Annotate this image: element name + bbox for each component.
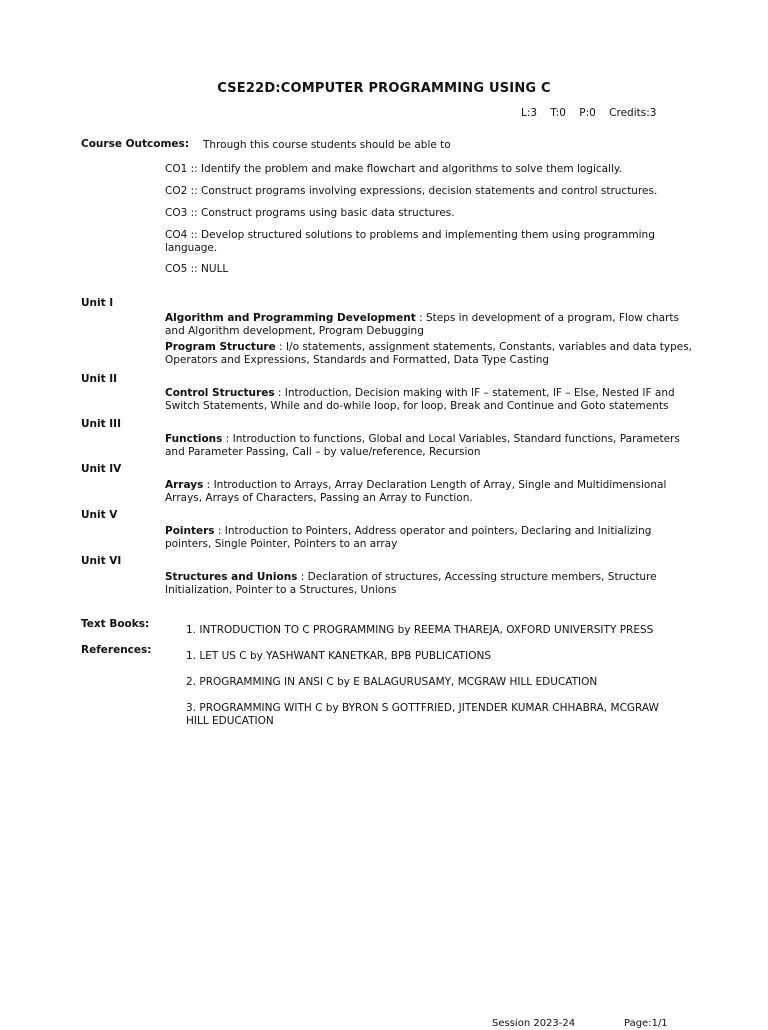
- practical-hours: P:0: [579, 107, 596, 119]
- topic-body: Declaration of structures, Accessing structure members, Structure Initialization, Pointer to a Structures, Unions: [165, 571, 657, 596]
- page-number: Page:1/1: [624, 1018, 668, 1029]
- unit-topic: Algorithm and Programming Development : Steps in development of a program, Flow charts and Algorithm development, Program Debugging: [165, 312, 679, 337]
- credits: Credits:3: [609, 107, 657, 119]
- course-outcome-item: CO2 :: Construct programs involving expressions, decision statements and control structures.: [165, 185, 658, 197]
- tutorial-hours: T:0: [550, 107, 566, 119]
- session-label: Session 2023-24: [492, 1018, 576, 1029]
- topic-heading: Functions: [165, 433, 223, 445]
- reference-item: 1. LET US C by YASHWANT KANETKAR, BPB PUBLICATIONS: [186, 650, 491, 662]
- unit-label: Unit V: [81, 509, 118, 521]
- references-label: References:: [81, 644, 152, 656]
- reference-item: 3. PROGRAMMING WITH C by BYRON S GOTTFRIED, JITENDER KUMAR CHHABRA, MCGRAW HILL EDUCATION: [186, 702, 659, 727]
- topic-body: Steps in development of a program, Flow charts and Algorithm development, Program Debugging: [165, 312, 679, 337]
- unit-label: Unit VI: [81, 555, 122, 567]
- topic-heading: Algorithm and Programming Development: [165, 312, 416, 324]
- topic-body: Introduction to Arrays, Array Declaration Length of Array, Single and Multidimensional Arrays, Arrays of Characters, Passing an Array to Function.: [165, 479, 667, 504]
- unit-label: Unit II: [81, 373, 118, 385]
- topic-heading: Control Structures: [165, 387, 275, 399]
- unit-topic: Arrays : Introduction to Arrays, Array Declaration Length of Array, Single and Multidimensional Arrays, Arrays of Characters, Passing an Array to Function.: [165, 479, 667, 504]
- text-books-label: Text Books:: [81, 618, 150, 630]
- topic-heading: Structures and Unions: [165, 571, 298, 583]
- page-title: CSE22D:COMPUTER PROGRAMMING USING C: [217, 81, 551, 96]
- course-outcomes-intro: Through this course students should be able to: [203, 139, 451, 151]
- topic-body: Introduction to Pointers, Address operator and pointers, Declaring and Initializing pointers, Single Pointer, Pointers to an array: [165, 525, 652, 550]
- course-outcome-item: CO1 :: Identify the problem and make flowchart and algorithms to solve them logically.: [165, 163, 622, 175]
- course-outcome-item: CO3 :: Construct programs using basic data structures.: [165, 207, 455, 219]
- topic-body: Introduction, Decision making with IF – statement, IF – Else, Nested IF and Switch Statements, While and do-while loop, for loop, Break and Continue and Goto statements: [165, 387, 675, 412]
- unit-label: Unit III: [81, 418, 121, 430]
- reference-item: 2. PROGRAMMING IN ANSI C by E BALAGURUSAMY, MCGRAW HILL EDUCATION: [186, 676, 598, 688]
- lecture-hours: L:3: [521, 107, 538, 119]
- topic-heading: Program Structure: [165, 341, 276, 353]
- unit-topic: Structures and Unions : Declaration of structures, Accessing structure members, Structure Initialization, Pointer to a Structures, Unions: [165, 571, 657, 596]
- topic-heading: Pointers: [165, 525, 215, 537]
- ltp-credits: [521, 107, 656, 120]
- topic-heading: Arrays: [165, 479, 204, 491]
- topic-body: Introduction to functions, Global and Local Variables, Standard functions, Parameters and Parameter Passing, Call – by value/reference, Recursion: [165, 433, 680, 458]
- unit-topic: Program Structure : I/o statements, assignment statements, Constants, variables and data types, Operators and Expressions, Standards and Formatted, Data Type Casting: [165, 341, 693, 366]
- course-outcomes-label: Course Outcomes:: [81, 138, 189, 150]
- unit-label: Unit IV: [81, 463, 122, 475]
- course-outcome-item: CO4 :: Develop structured solutions to problems and implementing them using programming language.: [165, 229, 655, 254]
- unit-topic: Functions : Introduction to functions, Global and Local Variables, Standard functions, Parameters and Parameter Passing, Call – by value/reference, Recursion: [165, 433, 680, 458]
- text-book-item: 1. INTRODUCTION TO C PROGRAMMING by REEMA THAREJA, OXFORD UNIVERSITY PRESS: [186, 624, 654, 636]
- unit-label: Unit I: [81, 297, 114, 309]
- unit-topic: Control Structures : Introduction, Decision making with IF – statement, IF – Else, Nested IF and Switch Statements, While and do-while loop, for loop, Break and Continue and Goto statements: [165, 387, 675, 412]
- course-outcome-item: CO5 :: NULL: [165, 263, 229, 275]
- unit-topic: Pointers : Introduction to Pointers, Address operator and pointers, Declaring and Initializing pointers, Single Pointer, Pointers to an array: [165, 525, 652, 550]
- topic-body: I/o statements, assignment statements, Constants, variables and data types, Operators and Expressions, Standards and Formatted, Data Type Casting: [165, 341, 693, 366]
